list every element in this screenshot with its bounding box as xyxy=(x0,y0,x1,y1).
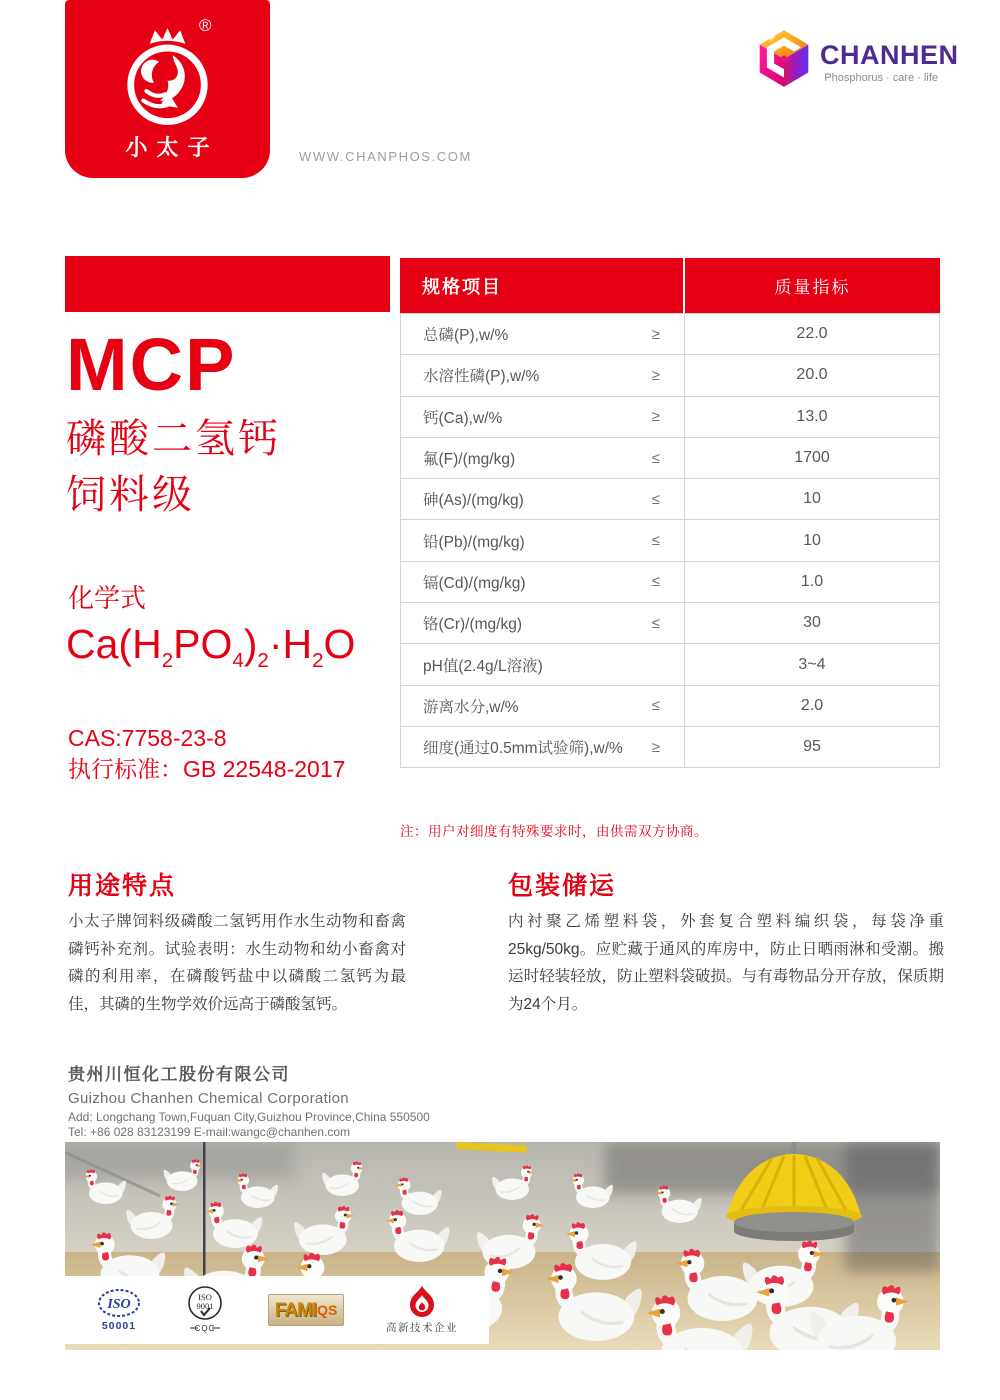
svg-text:CQC: CQC xyxy=(194,1324,216,1333)
spec-row xyxy=(400,520,940,561)
iso-9001-cqc-icon xyxy=(184,1284,226,1336)
spec-item-label: 钙(Ca),w/% xyxy=(423,409,503,427)
spec-item-label: 细度(通过0.5mm试验筛),w/% xyxy=(423,740,623,758)
standard-number: 执行标准：GB 22548-2017 xyxy=(68,756,346,782)
spec-row xyxy=(400,397,940,438)
spec-table-header xyxy=(400,258,940,313)
spec-item-relation: ≤ xyxy=(651,697,660,715)
company-name-en: Guizhou Chanhen Chemical Corporation xyxy=(68,1090,349,1107)
spec-item-value: 1700 xyxy=(685,438,940,478)
spec-item-relation: ≥ xyxy=(651,408,660,426)
spec-row xyxy=(400,562,940,603)
spec-row xyxy=(400,644,940,685)
spec-item-label: 总磷(P),w/% xyxy=(423,327,509,345)
usage-section-body: 小太子牌饲料级磷酸二氢钙用作水生动物和畜禽磷钙补充剂。试验表明：水生动物和幼小畜禽对磷的利用率，在磷酸钙盐中以磷酸二氢钙为最佳，其磷的生物学效价远高于磷酸氢钙。 xyxy=(68,913,406,1013)
company-address: Add: Longchang Town,Fuquan City,Guizhou Province,China 550500 xyxy=(68,1110,430,1124)
spec-table-note: 注：用户对细度有特殊要求时，由供需双方协商。 xyxy=(400,824,708,839)
svg-text:9001: 9001 xyxy=(196,1301,214,1311)
spec-item-cell xyxy=(400,727,685,767)
spec-item-label: 游离水分,w/% xyxy=(423,698,519,716)
spec-item-label: 水溶性磷(P),w/% xyxy=(423,368,540,386)
spec-item-value: 3~4 xyxy=(685,644,940,684)
spec-table-body xyxy=(400,313,940,768)
spec-item-relation: ≥ xyxy=(651,738,660,756)
spec-item-cell xyxy=(400,562,685,602)
spec-item-label: pH值(2.4g/L溶液) xyxy=(423,657,543,675)
company-contact: Tel: +86 028 83123199 E-mail:wangc@chanhen.com xyxy=(68,1125,351,1139)
chemical-formula: $Ca(H_2PO_4)_2\cdot H_2O$ xyxy=(66,621,356,673)
spec-row xyxy=(400,438,940,479)
spec-item-value: 10 xyxy=(685,520,940,560)
spec-row xyxy=(400,479,940,520)
product-name-cn: 磷酸二氢钙 xyxy=(66,417,281,461)
packing-section-title: 包装储运 xyxy=(508,872,617,900)
spec-item-relation: ≥ xyxy=(651,366,660,384)
chanhen-hexagon-logo-icon xyxy=(757,27,811,91)
spec-item-value: 1.0 xyxy=(685,562,940,602)
fish-crown-logo-icon xyxy=(115,26,220,131)
spec-row xyxy=(400,686,940,727)
packing-section-body: 内衬聚乙烯塑料袋，外套复合塑料编织袋，每袋净重25kg/50kg。应贮藏于通风的库房中，防止日晒雨淋和受潮。搬运时轻装轻放，防止塑料袋破损。与有毒物品分开存放，保质期为24个月。 xyxy=(508,913,944,1013)
product-grade: 饲料级 xyxy=(66,473,195,517)
svg-text:ISO: ISO xyxy=(107,1297,131,1313)
iso-50001-icon: ISO 50001 xyxy=(96,1288,142,1332)
spec-row xyxy=(400,727,940,768)
spec-item-cell xyxy=(400,479,685,519)
spec-header-value: 质量指标 xyxy=(774,278,851,297)
product-code: MCP xyxy=(66,323,237,406)
spec-item-value: 30 xyxy=(685,603,940,643)
cas-number: CAS:7758-23-8 xyxy=(68,725,227,751)
spec-header-item: 规格项目 xyxy=(400,258,685,313)
spec-item-cell xyxy=(400,644,685,684)
usage-section-title: 用途特点 xyxy=(68,872,177,900)
spec-item-label: 铅(Pb)/(mg/kg) xyxy=(423,533,525,551)
spec-item-value: 22.0 xyxy=(685,314,940,354)
brand-badge xyxy=(65,0,270,178)
spec-item-relation: ≤ xyxy=(651,573,660,591)
registered-trademark-icon: ® xyxy=(199,16,212,35)
spec-item-relation: ≤ xyxy=(651,490,660,508)
high-tech-enterprise-icon: 高新技术企业 xyxy=(386,1286,458,1334)
spec-item-relation: ≤ xyxy=(651,449,660,467)
spec-item-label: 镉(Cd)/(mg/kg) xyxy=(423,574,526,592)
spec-item-label: 氟(F)/(mg/kg) xyxy=(423,451,516,469)
spec-row xyxy=(400,355,940,396)
chanhen-wordmark: CHANHEN xyxy=(820,40,959,70)
brand-name: 小太子 xyxy=(125,135,219,160)
spec-item-label: 砷(As)/(mg/kg) xyxy=(423,492,524,510)
spec-row xyxy=(400,314,940,355)
spec-item-cell xyxy=(400,520,685,560)
spec-item-relation: ≤ xyxy=(651,614,660,632)
spec-row xyxy=(400,603,940,644)
spec-item-value: 13.0 xyxy=(685,397,940,437)
spec-item-value: 2.0 xyxy=(685,686,940,726)
chanhen-tagline: Phosphorus · care · life xyxy=(824,72,938,84)
formula-label: 化学式 xyxy=(68,583,147,613)
spec-item-value: 10 xyxy=(685,479,940,519)
spec-item-cell xyxy=(400,686,685,726)
spec-item-label: 铬(Cr)/(mg/kg) xyxy=(423,616,523,634)
spec-item-cell xyxy=(400,355,685,395)
spec-table xyxy=(400,258,940,768)
spec-item-value: 95 xyxy=(685,727,940,767)
spec-item-cell xyxy=(400,314,685,354)
spec-item-cell xyxy=(400,438,685,478)
fami-qs-icon: FAMI QS xyxy=(268,1294,344,1326)
spec-item-cell xyxy=(400,397,685,437)
spec-item-relation: ≥ xyxy=(651,325,660,343)
company-name-cn: 贵州川恒化工股份有限公司 xyxy=(68,1065,290,1084)
svg-text:ISO: ISO xyxy=(198,1292,212,1302)
certification-strip xyxy=(65,1276,489,1344)
website-url: WWW.CHANPHOS.COM xyxy=(299,149,472,164)
spec-item-value: 20.0 xyxy=(685,355,940,395)
spec-item-cell xyxy=(400,603,685,643)
red-banner xyxy=(65,256,390,312)
spec-item-relation: ≤ xyxy=(651,532,660,550)
